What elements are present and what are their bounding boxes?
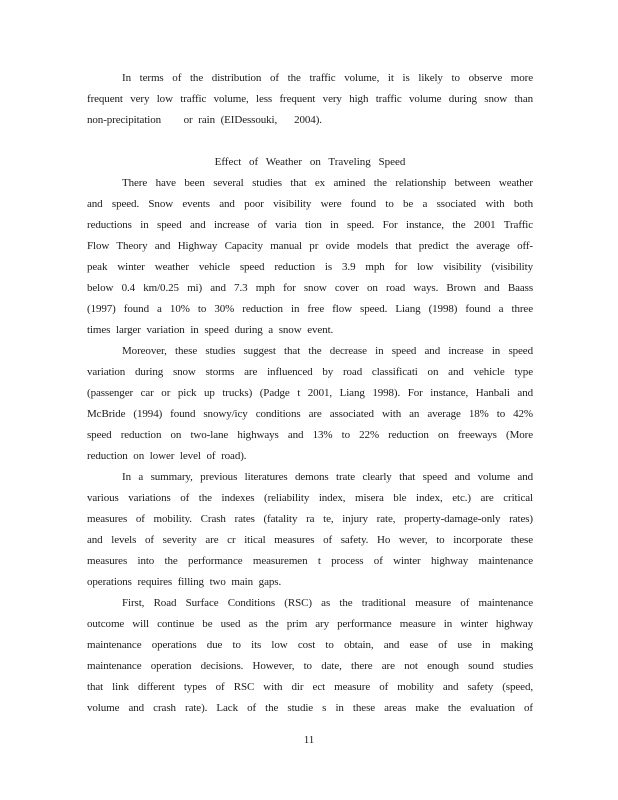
- text-line: reduction on lower level of road).: [87, 450, 247, 462]
- text-line: frequent very low traffic volume, less frequent very high traffic volume during snow than: [87, 93, 533, 105]
- text-line: below 0.4 km/0.25 mi) and 7.3 mph for snow cover on road ways. Brown and Baass: [87, 282, 533, 294]
- text-line: First, Road Surface Conditions (RSC) as the traditional measure of maintenance: [122, 597, 533, 609]
- text-line: times larger variation in speed during a snow event.: [87, 324, 334, 336]
- text-line: Moreover, these studies suggest that the decrease in speed and increase in speed: [122, 345, 533, 357]
- blank-line: [87, 131, 533, 152]
- text-line: reductions in speed and increase of varia tion in speed. For instance, the 2001 Traffic: [87, 219, 533, 231]
- paragraph-speed-studies: [87, 173, 533, 341]
- text-line: (passenger car or pick up trucks) (Padge t 2001, Liang 1998). For instance, Hanbali and: [87, 387, 533, 399]
- text-line: measures into the performance measuremen t process of winter highway maintenance: [87, 555, 533, 567]
- text-line: that link different types of RSC with dir ect measure of mobility and safety (speed,: [87, 681, 533, 693]
- text-line: peak winter weather vehicle speed reduction is 3.9 mph for low visibility (visibility: [87, 261, 533, 273]
- page-number: 11: [303, 734, 315, 746]
- text-line: non-precipitation or rain (EIDessouki, 2004).: [87, 114, 322, 126]
- text-line: variation during snow storms are influenced by road classificati on and vehicle type: [87, 366, 533, 378]
- paragraph-summary: [87, 467, 533, 593]
- text-line: operations requires filling two main gaps.: [87, 576, 282, 588]
- paragraph-rsc: [87, 593, 533, 719]
- text-line: In terms of the distribution of the traffic volume, it is likely to observe more: [122, 72, 533, 84]
- text-line: maintenance operation decisions. However, to date, there are not enough sound studies: [87, 660, 533, 672]
- paragraph-intro: [87, 68, 533, 131]
- text-line: In a summary, previous literatures demons trate clearly that speed and volume and: [122, 471, 533, 483]
- text-line: and speed. Snow events and poor visibility were found to be a ssociated with both: [87, 198, 533, 210]
- text-line: There have been several studies that ex amined the relationship between weather: [122, 177, 533, 189]
- paragraph-snow-storms: [87, 341, 533, 467]
- text-line: various variations of the indexes (reliability index, misera ble index, etc.) are critical: [87, 492, 533, 504]
- text-line: McBride (1994) found snowy/icy conditions are associated with an average 18% to 42%: [87, 408, 533, 420]
- text-line: volume and crash rate). Lack of the studie s in these areas make the evaluation of: [87, 702, 533, 714]
- text-line: speed reduction on two-lane highways and 13% to 22% reduction on freeways (More: [87, 429, 533, 441]
- section-heading: Effect of Weather on Traveling Speed: [214, 156, 406, 168]
- text-line: (1997) found a 10% to 30% reduction in free flow speed. Liang (1998) found a three: [87, 303, 533, 315]
- text-line: Flow Theory and Highway Capacity manual pr ovide models that predict the average off-: [87, 240, 533, 252]
- text-line: and levels of severity are cr itical measures of safety. Ho wever, to incorporate these: [87, 534, 533, 546]
- page-body: [87, 68, 533, 719]
- text-line: maintenance operations due to its low cost to obtain, and ease of use in making: [87, 639, 533, 651]
- text-line: measures of mobility. Crash rates (fatality ra te, injury rate, property-damage-only rates): [87, 513, 533, 525]
- text-line: outcome will continue be used as the prim ary performance measure in winter highway: [87, 618, 533, 630]
